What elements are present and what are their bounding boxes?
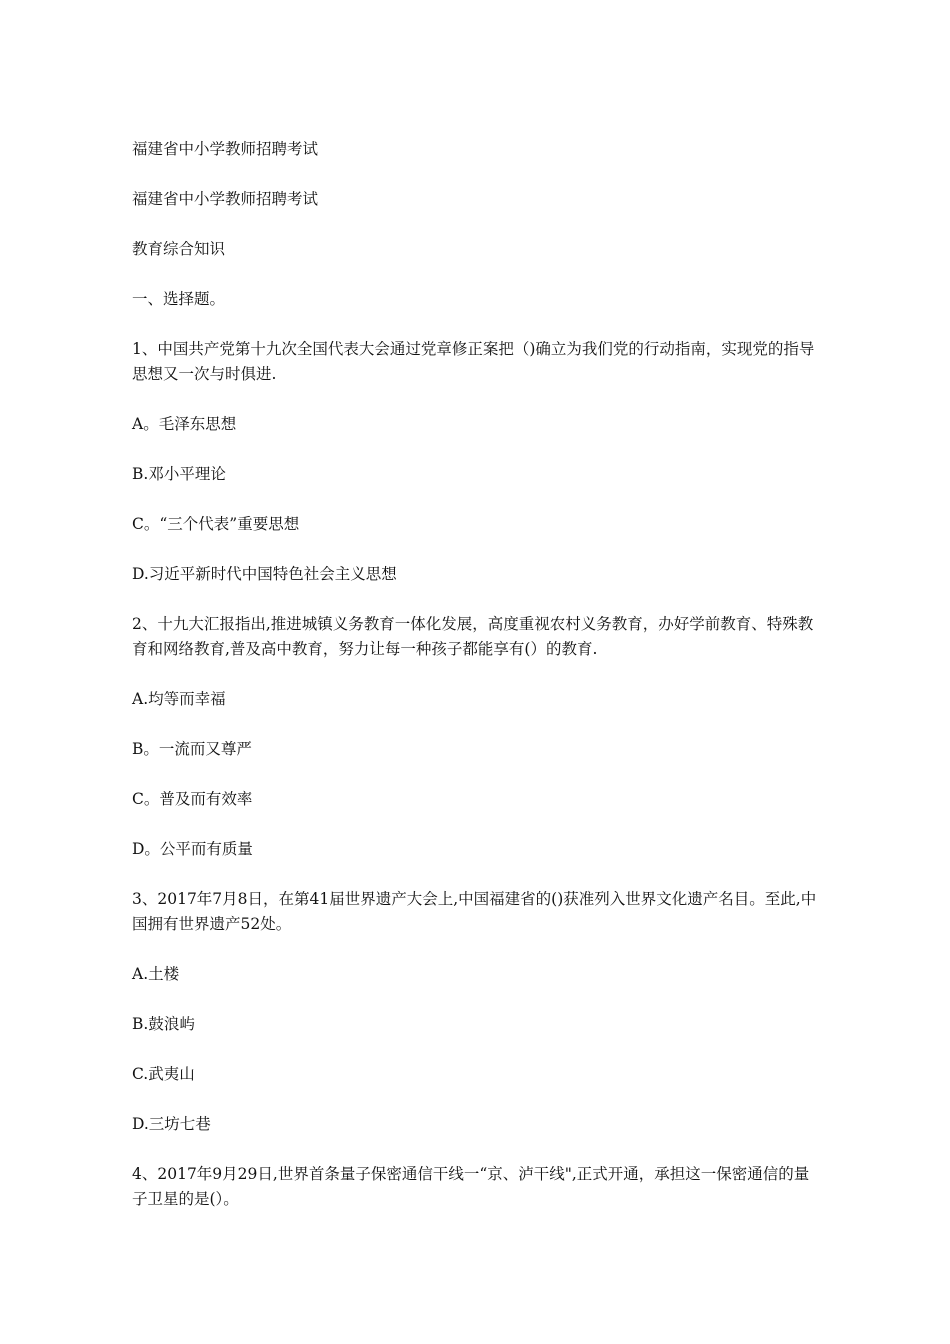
q2-option-d: D。公平而有质量 (132, 840, 253, 858)
q3-option-b: B.鼓浪屿 (132, 1015, 195, 1033)
q1-option-d: D.习近平新时代中国特色社会主义思想 (132, 565, 397, 583)
q3-option-a: A.土楼 (132, 965, 180, 983)
section-subject: 教育综合知识 (132, 240, 226, 258)
document-page (132, 137, 822, 1237)
question-1: 1、中国共产党第十九次全国代表大会通过党章修正案把（)确立为我们党的行动指南，实现党的指导思想又一次与时俱进. (132, 340, 815, 383)
question-2: 2、十九大汇报指出,推进城镇义务教育一体化发展，高度重视农村义务教育，办好学前教育、特殊教育和网络教育,普及高中教育，努力让每一种孩子都能享有(）的教育. (132, 615, 814, 658)
question-4: 4、2017年9月29日,世界首条量子保密通信干线一“京、泸干线",正式开通，承担这一保密通信的量子卫星的是(）。 (132, 1165, 810, 1208)
q1-option-b: B.邓小平理论 (132, 465, 226, 483)
q1-option-a: A。毛泽东思想 (132, 415, 237, 433)
q3-option-d: D.三坊七巷 (132, 1115, 211, 1133)
doc-subtitle: 福建省中小学教师招聘考试 (132, 190, 319, 208)
q3-option-c: C.武夷山 (132, 1065, 195, 1083)
q1-option-c: C。“三个代表”重要思想 (132, 515, 300, 533)
question-3: 3、2017年7月8日，在第41届世界遗产大会上,中国福建省的()获准列入世界文化遗产名目。至此,中国拥有世界遗产52处。 (132, 890, 817, 933)
q2-option-c: C。普及而有效率 (132, 790, 253, 808)
q2-option-a: A.均等而幸福 (132, 690, 226, 708)
section-heading: 一、选择题。 (132, 290, 226, 308)
q2-option-b: B。一流而又尊严 (132, 740, 252, 758)
doc-title: 福建省中小学教师招聘考试 (132, 140, 319, 158)
